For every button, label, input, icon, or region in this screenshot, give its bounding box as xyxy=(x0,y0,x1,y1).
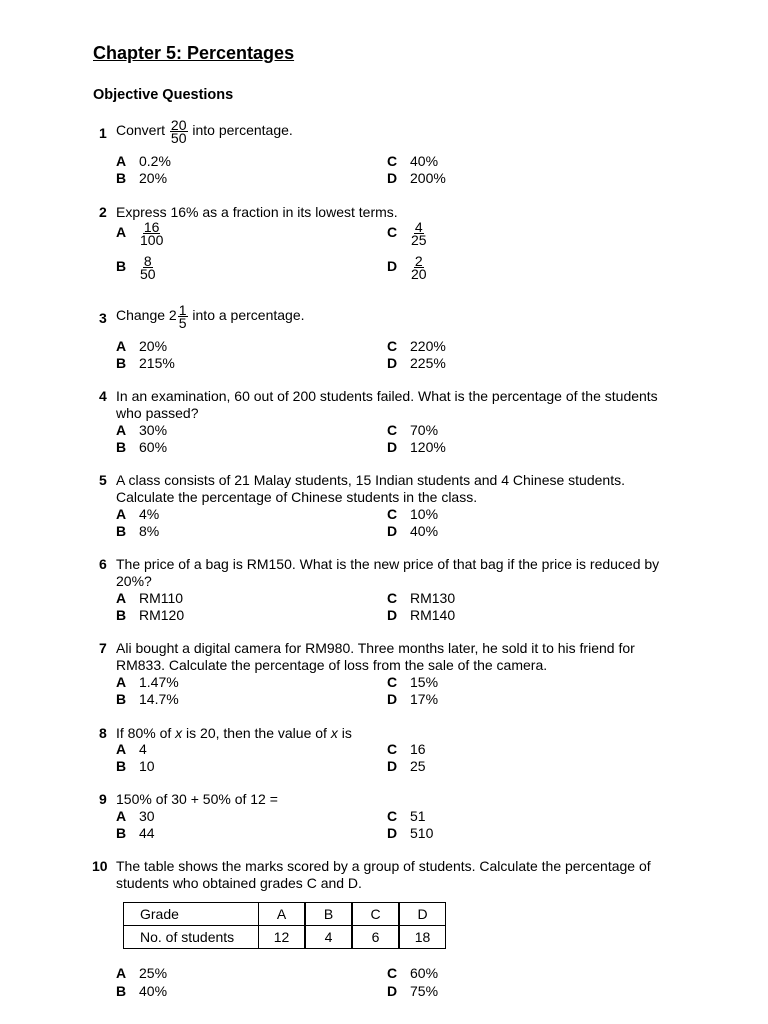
option-c[interactable]: C 16 xyxy=(387,741,426,757)
option-c[interactable]: C 220% xyxy=(387,338,446,354)
question-text: Convert $\frac{20}{50}$ into percentage. xyxy=(116,117,293,146)
option-b[interactable]: B 10 xyxy=(116,758,155,774)
question-number: 2 xyxy=(99,204,107,220)
question-number: 9 xyxy=(99,791,107,807)
option-b[interactable]: B RM120 xyxy=(116,607,185,623)
option-c[interactable]: C 15% xyxy=(387,674,439,690)
table-cell: D xyxy=(399,903,446,926)
option-d[interactable]: D 120% xyxy=(387,439,446,455)
table-header-students: No. of students xyxy=(124,926,259,949)
option-c[interactable]: C 40% xyxy=(387,153,439,169)
option-a[interactable]: A 20% xyxy=(116,338,168,354)
table-cell: A xyxy=(259,903,306,926)
option-a[interactable]: A 1.47% xyxy=(116,674,179,690)
fraction: $\frac{20}{50}$ xyxy=(170,117,187,146)
question-number: 1 xyxy=(99,125,107,141)
table-cell: C xyxy=(352,903,399,926)
option-d[interactable]: D 200% xyxy=(387,170,446,186)
table-cell: 18 xyxy=(399,926,446,949)
option-d[interactable]: D 75% xyxy=(387,983,439,999)
option-a[interactable]: A 0.2% xyxy=(116,153,171,169)
fraction: $\frac{16}{100}$ xyxy=(140,219,164,248)
question-text: Ali bought a digital camera for RM980. Three months later, he sold it to his friend for RM833. Calculate the percentage of loss from the sale of the camera. xyxy=(116,640,635,673)
option-b[interactable]: B 215% xyxy=(116,355,175,371)
option-b[interactable]: B 44 xyxy=(116,825,155,841)
option-a[interactable]: A 30 xyxy=(116,808,155,824)
option-d[interactable]: D 225% xyxy=(387,355,446,371)
page-title: Chapter 5: Percentages xyxy=(93,43,295,63)
option-b[interactable]: B 8% xyxy=(116,523,160,539)
option-d[interactable]: D 510 xyxy=(387,825,434,841)
option-a[interactable]: A 4% xyxy=(116,506,160,522)
option-b[interactable]: B 20% xyxy=(116,170,168,186)
table-cell: 6 xyxy=(352,926,399,949)
table-row xyxy=(124,926,446,949)
table-cell: 4 xyxy=(305,926,352,949)
option-b[interactable]: B 40% xyxy=(116,983,168,999)
option-d[interactable]: D $\frac{2}{20}$ xyxy=(387,253,427,282)
grade-table xyxy=(123,902,446,949)
question-text: Express 16% as a fraction in its lowest terms. xyxy=(116,204,398,220)
question-number: 7 xyxy=(99,640,107,656)
option-b[interactable]: B 60% xyxy=(116,439,168,455)
question-number: 4 xyxy=(99,388,107,404)
option-c[interactable]: C 70% xyxy=(387,422,439,438)
question-number: 8 xyxy=(99,725,107,741)
option-c[interactable]: C 60% xyxy=(387,965,439,981)
question-text: A class consists of 21 Malay students, 15 Indian students and 4 Chinese students. Calculate the percentage of Chinese students in the class. xyxy=(116,472,625,505)
option-c[interactable]: C 51 xyxy=(387,808,426,824)
question-text: If 80% of x is 20, then the value of x is xyxy=(116,725,352,741)
question-text: The price of a bag is RM150. What is the new price of that bag if the price is reduced by 20%? xyxy=(116,556,660,589)
table-header-grade: Grade xyxy=(124,903,259,926)
option-d[interactable]: D 40% xyxy=(387,523,439,539)
fraction: $\frac{4}{25}$ xyxy=(411,219,427,248)
option-c[interactable]: C 10% xyxy=(387,506,439,522)
option-b[interactable]: B $\frac{8}{50}$ xyxy=(116,253,156,282)
section-subtitle: Objective Questions xyxy=(93,87,234,103)
question-text: 150% of 30 + 50% of 12 = xyxy=(116,791,278,807)
option-a[interactable]: A 25% xyxy=(116,965,168,981)
option-a[interactable]: A $\frac{16}{100}$ xyxy=(116,219,164,248)
question-number: 10 xyxy=(92,858,108,874)
table-row xyxy=(124,903,446,926)
option-a[interactable]: A 30% xyxy=(116,422,168,438)
option-d[interactable]: D RM140 xyxy=(387,607,456,623)
option-a[interactable]: A RM110 xyxy=(116,590,184,606)
fraction: $\frac{1}{5}$ xyxy=(178,302,187,331)
question-number: 5 xyxy=(99,472,107,488)
question-text: The table shows the marks scored by a group of students. Calculate the percentage of students who obtained grades C and D. xyxy=(116,858,651,891)
question-text: In an examination, 60 out of 200 students failed. What is the percentage of the students who passed? xyxy=(116,388,658,421)
option-d[interactable]: D 17% xyxy=(387,691,439,707)
table-cell: 12 xyxy=(259,926,306,949)
option-a[interactable]: A 4 xyxy=(116,741,147,757)
question-number: 6 xyxy=(99,556,107,572)
question-number: 3 xyxy=(99,310,107,326)
option-d[interactable]: D 25 xyxy=(387,758,426,774)
table-cell: B xyxy=(305,903,352,926)
option-c[interactable]: C $\frac{4}{25}$ xyxy=(387,219,427,248)
option-b[interactable]: B 14.7% xyxy=(116,691,179,707)
question-text: Change 2 $\frac{1}{5}$ into a percentage. xyxy=(116,302,305,331)
fraction: $\frac{8}{50}$ xyxy=(140,253,156,282)
fraction: $\frac{2}{20}$ xyxy=(411,253,427,282)
option-c[interactable]: C RM130 xyxy=(387,590,456,606)
